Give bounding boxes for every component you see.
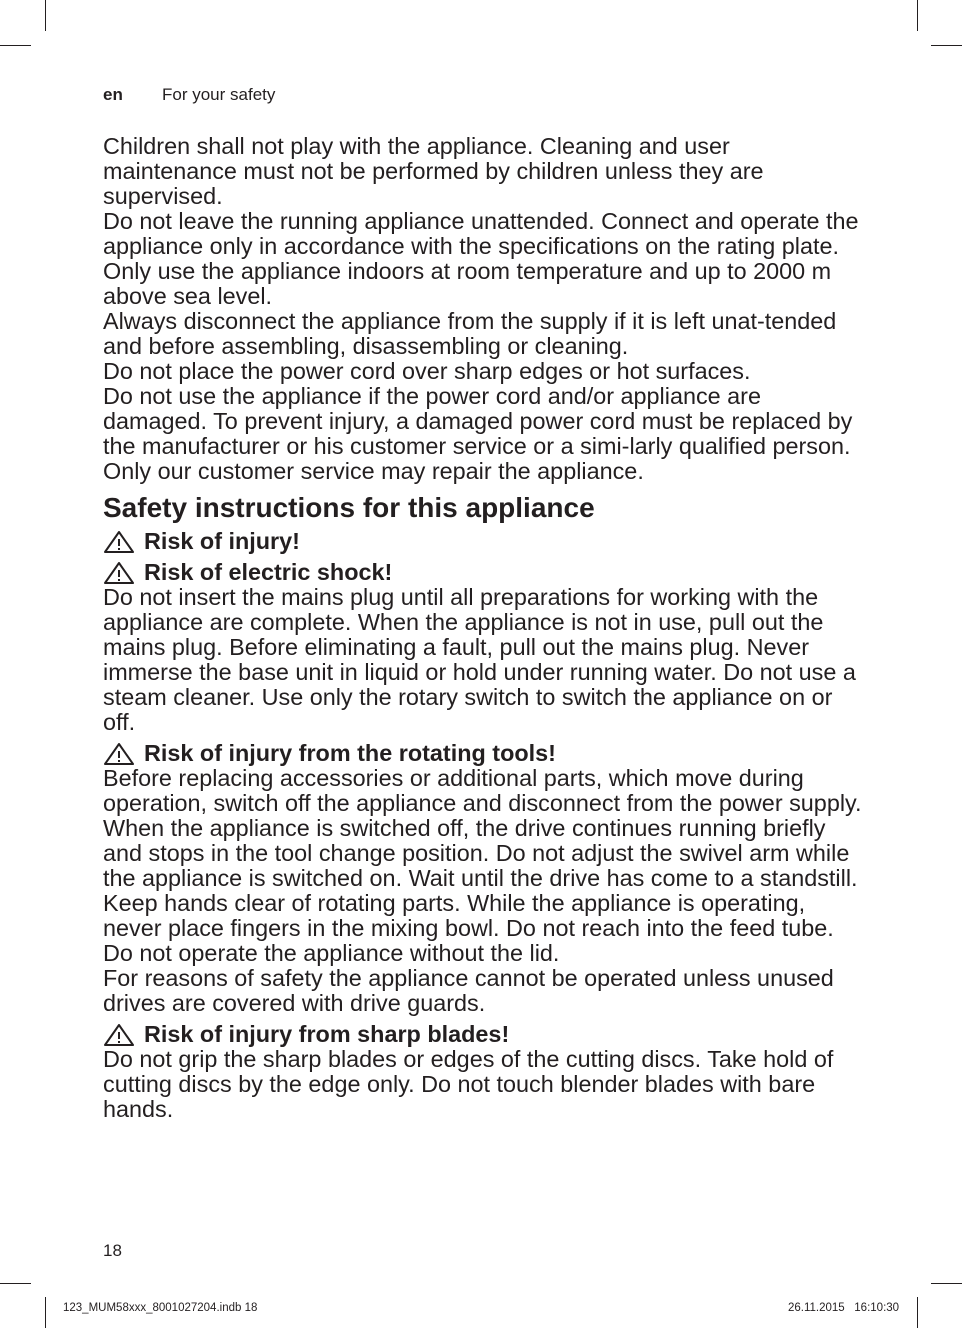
warning-triangle-icon xyxy=(103,1023,135,1047)
page-number: 18 xyxy=(103,1241,122,1260)
page-header xyxy=(103,85,275,105)
warning-triangle-icon xyxy=(103,561,135,585)
warning-title: Risk of injury from the rotating tools! xyxy=(144,740,556,766)
section-heading: Safety instructions for this appliance xyxy=(103,492,595,523)
crop-mark xyxy=(917,1297,918,1328)
warning-title: Risk of injury! xyxy=(144,528,300,554)
crop-mark xyxy=(45,1297,46,1328)
footer-file: 123_MUM58xxx_8001027204.indb 18 xyxy=(63,1302,258,1314)
warning-text: Keep hands clear of rotating parts. While the appliance is operating, never place fingers in the mixing bowl. Do not reach into the feed tube. Do not operate the appliance without the lid. xyxy=(103,890,834,966)
warning-electric-shock xyxy=(103,560,863,585)
warning-text: For reasons of safety the appliance cannot be operated unless unused drives are covered with drive guards. xyxy=(103,965,834,1016)
crop-mark xyxy=(0,45,31,46)
warning-title: Risk of injury from sharp blades! xyxy=(144,1021,510,1047)
warning-rotating-tools xyxy=(103,741,863,766)
intro-paragraph: Do not leave the running appliance unattended. Connect and operate the appliance only in accordance with the specifications on the rating plate. Only use the appliance indoors at room temperature and up to 2000 m above sea level. xyxy=(103,208,859,309)
intro-paragraph: Do not use the appliance if the power cord and/or appliance are damaged. To prevent injury, a damaged power cord must be replaced by the manufacturer or his customer service or a simi-larly qualified person. Only our customer service may repair the appliance. xyxy=(103,383,853,484)
page-content xyxy=(103,134,863,1122)
warning-text: Before replacing accessories or additional parts, which move during operation, switch off the appliance and disconnect from the power supply. When the appliance is switched off, the drive continues running briefly and stops in the tool change position. Do not adjust the swivel arm while the appliance is switched on. Wait until the drive has come to a standstill. xyxy=(103,765,862,891)
language-code: en xyxy=(103,85,123,104)
intro-paragraph: Always disconnect the appliance from the supply if it is left unat-tended and before assembling, disassembling or cleaning. xyxy=(103,308,837,359)
warning-text: Do not insert the mains plug until all preparations for working with the appliance are complete. When the appliance is not in use, pull out the mains plug. Before eliminating a fault, pull out the mains plug. Never immerse the base unit in liquid or hold under running water. Do not use a steam cleaner. Use only the rotary switch to switch the appliance on or off. xyxy=(103,584,856,735)
intro-paragraph: Do not place the power cord over sharp edges or hot surfaces. xyxy=(103,358,751,384)
intro-paragraph: Children shall not play with the appliance. Cleaning and user maintenance must not be performed by children unless they are supervised. xyxy=(103,133,764,209)
warning-triangle-icon xyxy=(103,742,135,766)
crop-mark xyxy=(0,1283,31,1284)
warning-text: Do not grip the sharp blades or edges of the cutting discs. Take hold of cutting discs by the edge only. Do not touch blender blades with bare hands. xyxy=(103,1046,834,1122)
crop-mark xyxy=(931,1283,962,1284)
crop-mark xyxy=(931,45,962,46)
crop-mark xyxy=(45,0,46,31)
crop-mark xyxy=(917,0,918,31)
warning-injury xyxy=(103,529,863,554)
section-title: For your safety xyxy=(162,85,276,104)
warning-sharp-blades xyxy=(103,1022,863,1047)
warning-title: Risk of electric shock! xyxy=(144,559,393,585)
footer-date: 26.11.2015 16:10:30 xyxy=(788,1302,900,1314)
warning-triangle-icon xyxy=(103,530,135,554)
